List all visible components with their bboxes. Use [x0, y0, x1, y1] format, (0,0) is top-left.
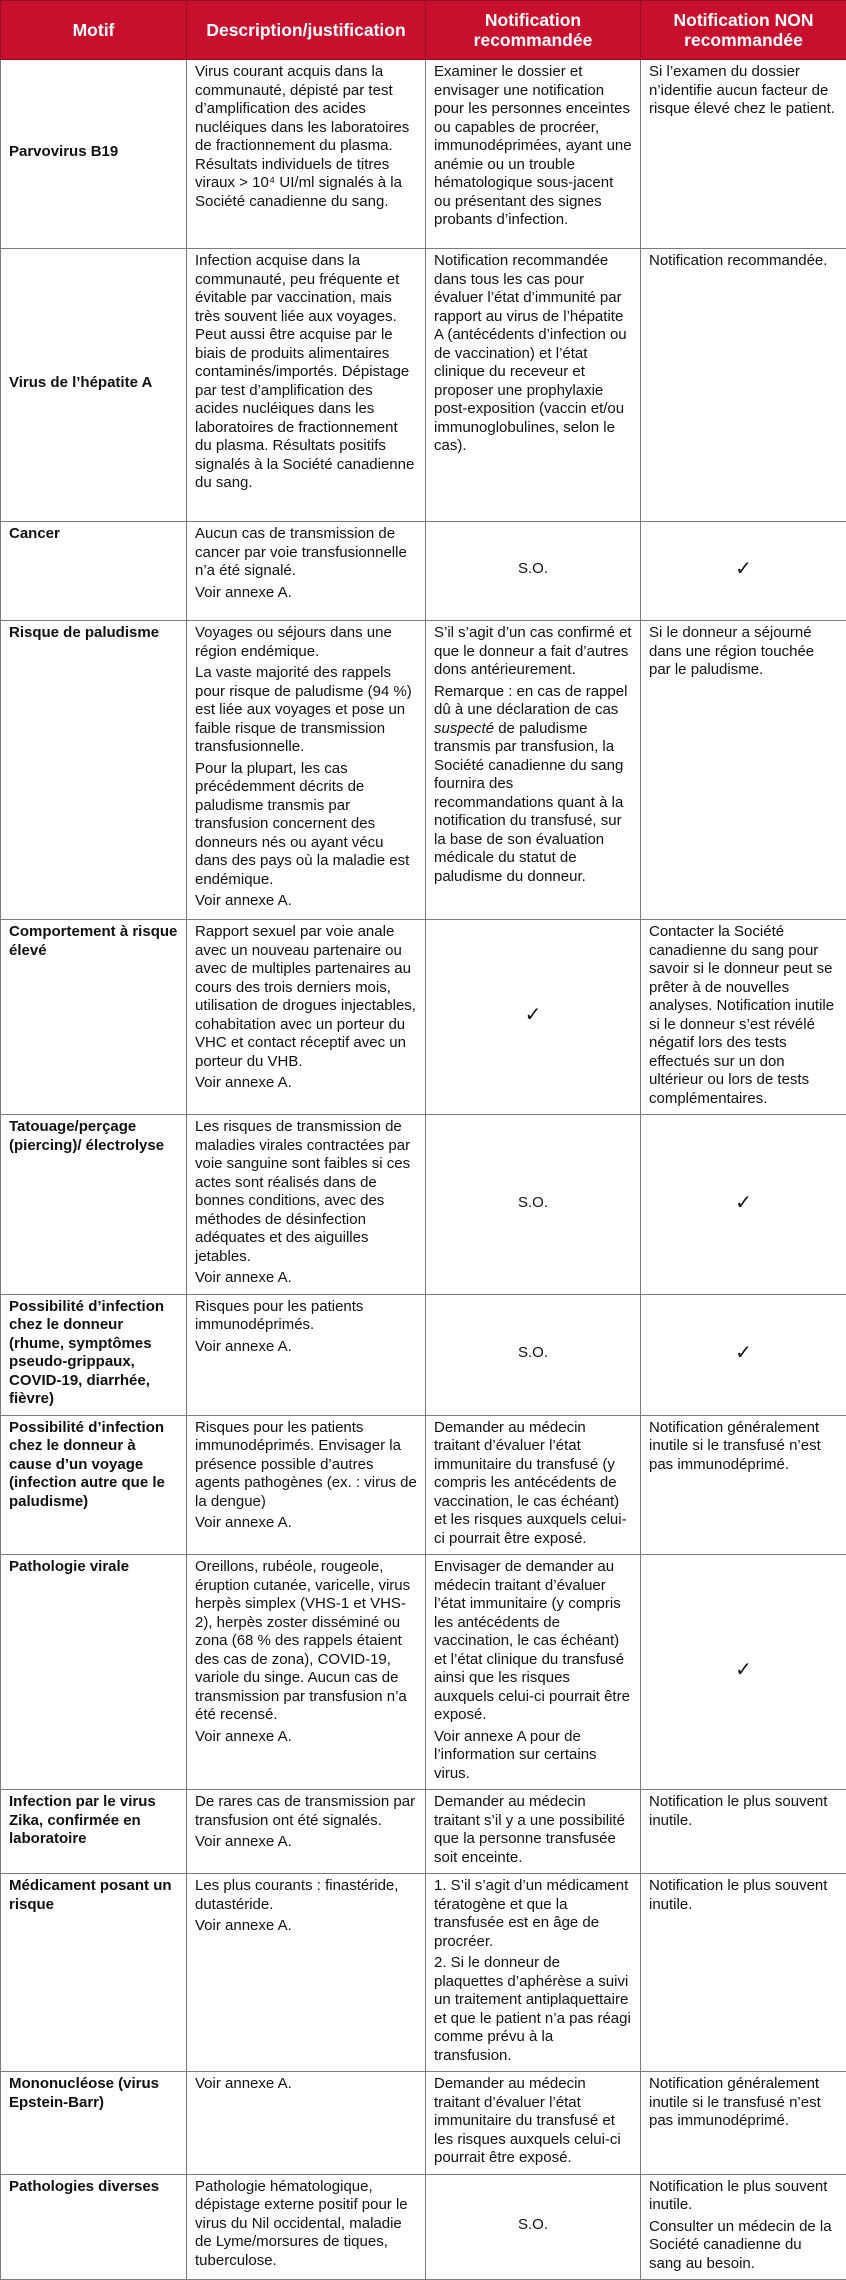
checkmark-icon: ✓ [641, 1555, 846, 1790]
row-motif: Possibilité d’infection chez le donneur (rhume, symptômes pseudo-grippaux, COVID-19, diarrhée, fièvre) [1, 1294, 187, 1415]
row-description: Voir annexe A. [187, 2072, 426, 2175]
row-notification: Envisager de demander au médecin traitant d’évaluer l’état immunitaire (y compris les antécédents de vaccination, le cas échéant) et l’état clinique du transfusé ainsi que les risques auxquels celui-ci pourrait être exposé. Voir annexe A pour de l’information sur certains virus. [426, 1555, 641, 1790]
table-row [1, 1790, 846, 1874]
row-description: Rapport sexuel par voie anale avec un nouveau partenaire ou avec de multiples partenaires au cours des trois derniers mois, utilisation de drogues injectables, cohabitation avec un porteur du VHC et contact réceptif avec un porteur du VHB. Voir annexe A. [187, 920, 426, 1115]
row-motif: Cancer [1, 522, 187, 621]
row-description: Risques pour les patients immunodéprimés. Voir annexe A. [187, 1294, 426, 1415]
row-non-notification: Notification recommandée. [641, 249, 846, 522]
row-description: Virus courant acquis dans la communauté, dépisté par test d’amplification des acides nucléiques dans les laboratoires de fractionnement du plasma. Résultats individuels de titres viraux > 10⁴ UI/ml signalés à la Société canadienne du sang. [187, 60, 426, 249]
table-row [1, 60, 846, 249]
row-motif: Virus de l’hépatite A [1, 249, 187, 522]
row-notification: Examiner le dossier et envisager une notification pour les personnes enceintes ou capables de procréer, immunodéprimées, ayant une anémie ou un trouble hématologique sous-jacent ou présentant des signes probants d’infection. [426, 60, 641, 249]
row-notification [426, 1874, 641, 2072]
row-description: Risques pour les patients immunodéprimés. Envisager la présence possible d’autres agents pathogènes (ex. : virus de la dengue) Voir annexe A. [187, 1415, 426, 1555]
table-row [1, 1415, 846, 1555]
table-row [1, 1115, 846, 1295]
row-motif: Tatouage/perçage (piercing)/ électrolyse [1, 1115, 187, 1295]
table-row [1, 522, 846, 621]
row-notification-so: S.O. [426, 2174, 641, 2280]
row-non-notification: Notification généralement inutile si le transfusé n’est pas immunodéprimé. [641, 1415, 846, 1555]
row-notification: Notification recommandée dans tous les cas pour évaluer l’état d’immunité par rapport au virus de l’hépatite A (antécédents d’infection ou de vaccination) et l’état clinique du receveur et proposer une prophylaxie post-exposition (vaccin et/ou immunoglobulines, selon le cas). [426, 249, 641, 522]
checkmark-icon: ✓ [641, 1115, 846, 1295]
row-motif: Parvovirus B19 [1, 60, 187, 249]
list-item: 1. S’il s’agit d’un médicament tératogène et que la transfusée est en âge de procréer. [434, 1877, 632, 1951]
row-notification-so: S.O. [426, 1294, 641, 1415]
row-notification-so: S.O. [426, 1115, 641, 1295]
checkmark-icon: ✓ [641, 1294, 846, 1415]
row-notification: Demander au médecin traitant d’évaluer l’état immunitaire du transfusé (y compris les antécédents de vaccination, le cas échéant) et les risques auxquels celui-ci pourrait être exposé. [426, 1415, 641, 1555]
header-motif: Motif [1, 1, 187, 60]
numbered-list [434, 1877, 632, 2065]
checkmark-icon: ✓ [426, 920, 641, 1115]
row-motif: Comportement à risque élevé [1, 920, 187, 1115]
row-non-notification: Notification le plus souvent inutile. [641, 1790, 846, 1874]
row-description: Aucun cas de transmission de cancer par voie transfusionnelle n’a été signalé. Voir annexe A. [187, 522, 426, 621]
header-description: Description/justification [187, 1, 426, 60]
row-non-notification: Si l’examen du dossier n’identifie aucun facteur de risque élevé chez le patient. [641, 60, 846, 249]
table-row [1, 1294, 846, 1415]
row-description: Pathologie hématologique, dépistage externe positif pour le virus du Nil occidental, maladie de Lyme/morsures de tiques, tuberculose. [187, 2174, 426, 2280]
row-description: De rares cas de transmission par transfusion ont été signalés. Voir annexe A. [187, 1790, 426, 1874]
row-notification: Demander au médecin traitant d’évaluer l’état immunitaire du transfusé et les risques auxquels celui-ci pourrait être exposé. [426, 2072, 641, 2175]
table-row [1, 2072, 846, 2175]
table-row [1, 2174, 846, 2280]
header-non-notification: Notification NON recommandée [641, 1, 846, 60]
row-notification-so: S.O. [426, 522, 641, 621]
table-row [1, 1555, 846, 1790]
row-non-notification: Notification le plus souvent inutile. Consulter un médecin de la Société canadienne du sang au besoin. [641, 2174, 846, 2280]
table-row [1, 1874, 846, 2072]
row-motif: Mononucléose (virus Epstein-Barr) [1, 2072, 187, 2175]
row-motif: Infection par le virus Zika, confirmée en laboratoire [1, 1790, 187, 1874]
row-motif: Pathologies diverses [1, 2174, 187, 2280]
row-notification: S’il s’agit d’un cas confirmé et que le donneur a fait d’autres dons antérieurement. Remarque : en cas de rappel dû à une déclaration de cas suspecté de paludisme transmis par transfusion, la Société canadienne du sang fournira des recommandations quant à la notification du transfusé, sur la base de son évaluation médicale du statut de paludisme du donneur. [426, 621, 641, 920]
header-row [1, 1, 846, 60]
row-description: Les plus courants : finastéride, dutastéride. Voir annexe A. [187, 1874, 426, 2072]
row-description: Infection acquise dans la communauté, peu fréquente et évitable par vaccination, mais très souvent liée aux voyages. Peut aussi être acquise par le biais de produits alimentaires contaminés/importés. Dépistage par test d’amplification des acides nucléiques dans les laboratoires de fractionnement du plasma. Résultats positifs signalés à la Société canadienne du sang. [187, 249, 426, 522]
table-row [1, 621, 846, 920]
header-notification: Notification recommandée [426, 1, 641, 60]
row-non-notification: Si le donneur a séjourné dans une région touchée par le paludisme. [641, 621, 846, 920]
row-motif: Risque de paludisme [1, 621, 187, 920]
table-row [1, 249, 846, 522]
row-motif: Médicament posant un risque [1, 1874, 187, 2072]
row-description: Voyages ou séjours dans une région endémique. La vaste majorité des rappels pour risque de paludisme (94 %) est liée aux voyages et pose un faible risque de transmission transfusionnelle. Pour la plupart, les cas précédemment décrits de paludisme transmis par transfusion concernent des donneurs nés ou ayant vécu dans des pays où la maladie est endémique. Voir annexe A. [187, 621, 426, 920]
row-motif: Pathologie virale [1, 1555, 187, 1790]
row-motif: Possibilité d’infection chez le donneur à cause d’un voyage (infection autre que le paludisme) [1, 1415, 187, 1555]
checkmark-icon: ✓ [641, 522, 846, 621]
row-description: Les risques de transmission de maladies virales contractées par voie sanguine sont faibles si ces actes sont réalisés dans de bonnes conditions, avec des méthodes de désinfection adéquates et des aiguilles jetables. Voir annexe A. [187, 1115, 426, 1295]
row-non-notification: Contacter la Société canadienne du sang pour savoir si le donneur peut se prêter à de nouvelles analyses. Notification inutile si le donneur s’est révélé négatif lors des tests effectués sur un don ultérieur ou lors de tests complémentaires. [641, 920, 846, 1115]
row-non-notification: Notification le plus souvent inutile. [641, 1874, 846, 2072]
list-item: 2. Si le donneur de plaquettes d’aphérèse a suivi un traitement antiplaquettaire et que le patient n’a pas réagi comme prévu à la transfusion. [434, 1954, 632, 2065]
table-row [1, 920, 846, 1115]
row-description: Oreillons, rubéole, rougeole, éruption cutanée, varicelle, virus herpès simplex (VHS-1 et VHS-2), herpès zoster disséminé ou zona (68 % des rappels étaient des cas de zona), COVID-19, variole du singe. Aucun cas de transmission par transfusion n’a été recensé. Voir annexe A. [187, 1555, 426, 1790]
malaria-remark: Remarque : en cas de rappel dû à une déclaration de cas suspecté de paludisme transmis par transfusion, la Société canadienne du sang fournira des recommandations quant à la notification du transfusé, sur la base de son évaluation médicale du statut de paludisme du donneur. [434, 683, 632, 887]
row-notification: Demander au médecin traitant s’il y a une possibilité que la personne transfusée soit enceinte. [426, 1790, 641, 1874]
row-non-notification: Notification généralement inutile si le transfusé n’est pas immunodéprimé. [641, 2072, 846, 2175]
